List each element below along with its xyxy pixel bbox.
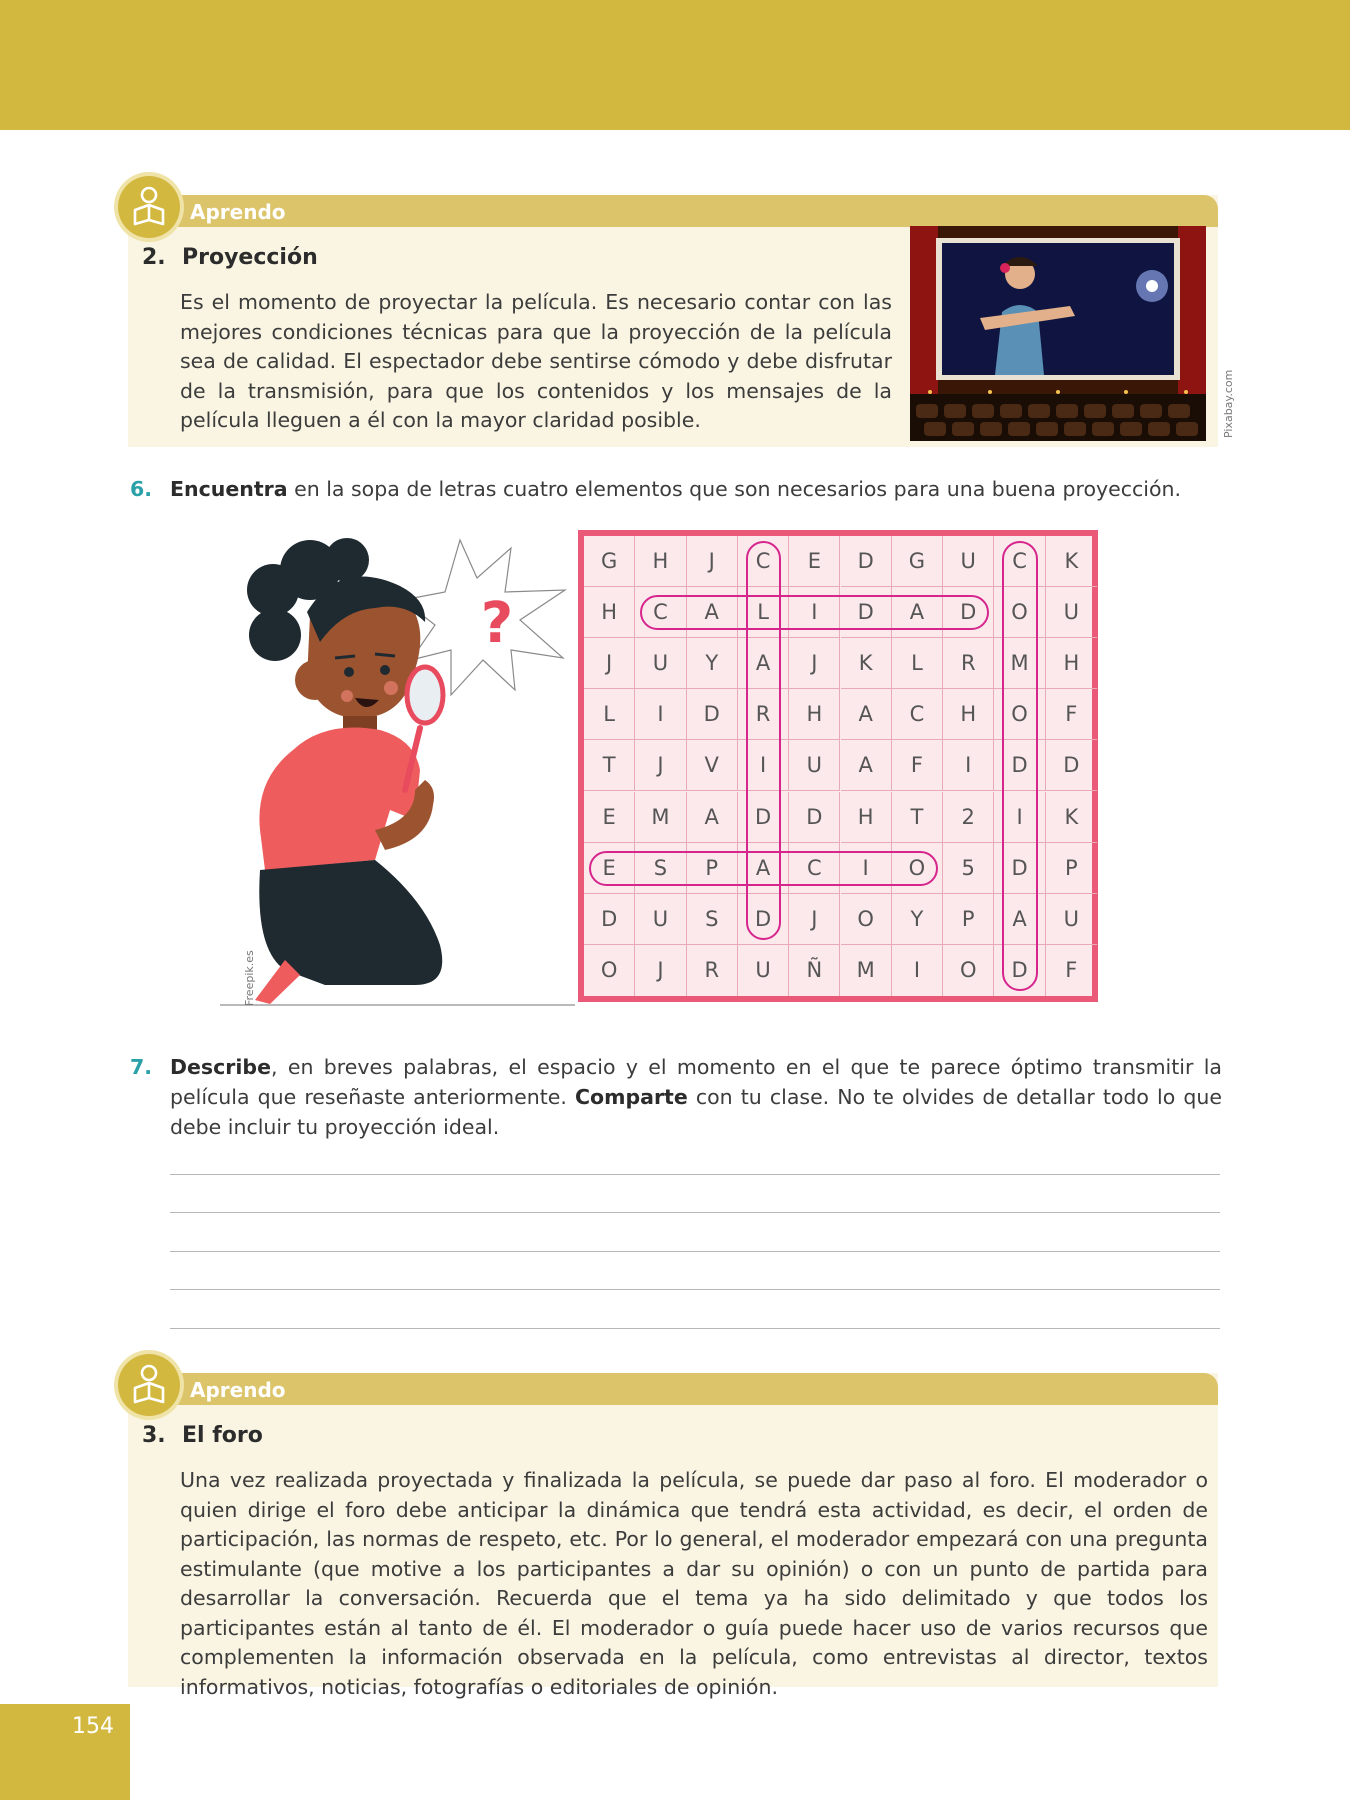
activity-number: 7.	[130, 1055, 153, 1079]
grid-cell[interactable]: S	[635, 843, 686, 894]
section-number: 2.	[142, 245, 166, 270]
grid-cell[interactable]: D	[687, 689, 738, 740]
section-title	[142, 245, 318, 270]
activity-verb: Encuentra	[170, 477, 288, 501]
grid-cell[interactable]: P	[1046, 843, 1097, 894]
grid-cell[interactable]: E	[584, 792, 635, 843]
activity-text	[170, 1052, 1222, 1142]
activity-number: 6.	[130, 477, 153, 501]
section-number: 3.	[142, 1423, 166, 1448]
grid-cell[interactable]: J	[687, 536, 738, 587]
grid-cell[interactable]: D	[943, 587, 994, 638]
grid-cell[interactable]: G	[584, 536, 635, 587]
grid-cell[interactable]: H	[841, 792, 892, 843]
grid-cell[interactable]: T	[892, 792, 943, 843]
grid-cell[interactable]: D	[738, 894, 789, 945]
grid-cell[interactable]: C	[892, 689, 943, 740]
photo-credit: Pixabay.com	[1222, 369, 1235, 438]
page-number-box	[0, 1704, 130, 1800]
grid-cell[interactable]: F	[1065, 957, 1078, 982]
aprendo-box-foro	[128, 1373, 1218, 1699]
grid-cell[interactable]: H	[1046, 638, 1097, 689]
section-paragraph: Una vez realizada proyectada y finalizada la película, se puede dar paso al foro. El moderador o quien dirige el foro debe anticipar la dinámica que tendrá esta actividad, es decir, el orden de participación, las normas de respeto, etc. Por lo general, el moderador empezará con una pregunta estimulante (que motive a los participantes a dar su opinión) o con un punto de partida para desarrollar la conversación. Recuerda que el tema ya ha sido delimitado y que todos los participantes están al tanto de él. El moderador o guía puede hacer uso de varios recursos que complementen la información observada en la película, como entrevistas al director, textos informativos, noticias, fotografías o editoriales de opinión.	[180, 1468, 1208, 1699]
answer-line[interactable]	[170, 1174, 1220, 1175]
grid-cell[interactable]: Y	[687, 638, 738, 689]
word-search-grid	[578, 530, 1098, 1002]
activity-6	[130, 474, 1220, 506]
grid-cell[interactable]: C	[738, 536, 789, 587]
grid-cell[interactable]: U	[635, 894, 686, 945]
activity-verb-comparte: Comparte	[574, 1085, 688, 1109]
grid-cell[interactable]: A	[687, 587, 738, 638]
grid-cell[interactable]: P	[687, 843, 738, 894]
grid-cell[interactable]: J	[635, 945, 686, 996]
grid-cell[interactable]: A	[841, 689, 892, 740]
grid-cell[interactable]: I	[789, 587, 840, 638]
grid-cell[interactable]: V	[687, 740, 738, 791]
grid-cell[interactable]: L	[738, 587, 789, 638]
grid-cell[interactable]: I	[994, 792, 1045, 843]
grid-cell[interactable]: A	[994, 894, 1045, 945]
grid-cell[interactable]: U	[1046, 894, 1097, 945]
grid-cell[interactable]: J	[789, 638, 840, 689]
grid-cell[interactable]: R	[943, 638, 994, 689]
grid-cell[interactable]: O	[584, 945, 635, 996]
question-mark-icon: ?	[480, 591, 514, 656]
grid-cell[interactable]: A	[738, 638, 789, 689]
grid-cell[interactable]: A	[738, 843, 789, 894]
grid-cell[interactable]: C	[789, 843, 840, 894]
grid-cell[interactable]: C	[994, 536, 1045, 587]
grid-cell[interactable]: I	[635, 689, 686, 740]
grid-cell[interactable]: T	[584, 740, 635, 791]
grid-cell[interactable]: E	[584, 843, 635, 894]
aprendo-badge-icon	[118, 1354, 180, 1416]
grid-cell[interactable]: U	[789, 740, 840, 791]
girl-magnifier-illustration	[215, 530, 575, 1010]
grid-cell[interactable]: D	[841, 536, 892, 587]
grid-cell[interactable]: D	[994, 945, 1045, 996]
grid-cell[interactable]: O	[994, 587, 1045, 638]
grid-cell[interactable]: O	[943, 945, 994, 996]
answer-line[interactable]	[170, 1328, 1220, 1329]
grid-cell[interactable]: A	[841, 740, 892, 791]
grid-cell[interactable]: A	[892, 587, 943, 638]
illustration-credit: Freepik.es	[243, 950, 256, 1006]
grid-cell[interactable]: U	[635, 638, 686, 689]
aprendo-header	[128, 195, 1218, 227]
grid-cell[interactable]: Ñ	[789, 945, 840, 996]
grid-cell[interactable]: U	[1046, 587, 1097, 638]
grid-cell[interactable]: L	[892, 638, 943, 689]
answer-line[interactable]	[170, 1289, 1220, 1290]
answer-line[interactable]	[170, 1251, 1220, 1252]
grid-cell[interactable]: D	[841, 587, 892, 638]
grid-cell[interactable]: L	[584, 689, 635, 740]
grid-cell[interactable]: A	[687, 792, 738, 843]
section-title	[142, 1423, 263, 1448]
grid-cell[interactable]: D	[584, 894, 635, 945]
section-title-text: El foro	[182, 1423, 263, 1448]
grid-cell[interactable]: H	[635, 536, 686, 587]
grid-cell[interactable]: J	[789, 894, 840, 945]
activity-instruction-1: , en breves palabras, el espacio y el momento en el que te parece óptimo transmitir la película que reseñaste anteriormente.	[170, 1055, 1222, 1109]
activity-instruction-2: con tu clase. No te olvides de detallar todo lo que debe incluir tu proyección ideal.	[170, 1085, 1222, 1139]
grid-cell[interactable]: K	[1046, 792, 1097, 843]
highlight-calidad	[640, 595, 989, 630]
activity-instruction: en la sopa de letras cuatro elementos que son necesarios para una buena proyección.	[287, 477, 1182, 501]
grid-cell[interactable]: I	[943, 740, 994, 791]
section-paragraph: Es el momento de proyectar la película. Es necesario contar con las mejores condiciones técnicas para que la proyección de la película sea de calidad. El espectador debe sentirse cómodo y debe disfrutar de la transmisión, para que los contenidos y los mensajes de la película lleguen a él con la mayor claridad posible.	[180, 290, 892, 432]
grid-cell[interactable]: C	[635, 587, 686, 638]
top-banner	[0, 0, 1350, 130]
grid-cell[interactable]: M	[841, 945, 892, 996]
grid-cell[interactable]: D	[994, 740, 1045, 791]
grid-cell[interactable]: F	[1046, 689, 1097, 740]
highlight-comodidad	[1002, 541, 1037, 991]
grid-cell[interactable]: M	[635, 792, 686, 843]
grid-cell[interactable]: I	[892, 945, 943, 996]
grid-cell[interactable]: I	[738, 740, 789, 791]
grid-cell[interactable]: E	[789, 536, 840, 587]
grid-cell[interactable]: U	[738, 945, 789, 996]
grid-cell[interactable]: R	[687, 945, 738, 996]
grid-cell[interactable]: G	[892, 536, 943, 587]
grid-cell[interactable]: 2	[943, 792, 994, 843]
grid-cell[interactable]: R	[738, 689, 789, 740]
grid-cell[interactable]: M	[994, 638, 1045, 689]
aprendo-header-label: Aprendo	[190, 1378, 286, 1402]
grid-cell[interactable]: K	[841, 638, 892, 689]
aprendo-badge-icon	[118, 176, 180, 238]
grid-cell[interactable]: O	[841, 894, 892, 945]
grid-cell[interactable]: H	[789, 689, 840, 740]
activity-text	[170, 474, 1181, 504]
grid-cell[interactable]: J	[584, 638, 635, 689]
grid-cell[interactable]: H	[943, 689, 994, 740]
grid-cell[interactable]: 5	[943, 843, 994, 894]
highlight-claridad	[746, 541, 781, 940]
grid-cell[interactable]: J	[635, 740, 686, 791]
activity-verb-describe: Describe	[170, 1055, 271, 1079]
grid-cell[interactable]: I	[841, 843, 892, 894]
grid-cell[interactable]: P	[943, 894, 994, 945]
grid-cell[interactable]: D	[994, 843, 1045, 894]
grid-cell[interactable]: O	[892, 843, 943, 894]
grid-cell[interactable]: S	[687, 894, 738, 945]
activity-7	[130, 1052, 1222, 1144]
grid-cell[interactable]: D	[1046, 740, 1097, 791]
aprendo-header	[128, 1373, 1218, 1405]
grid-cell[interactable]: U	[943, 536, 994, 587]
grid-cell[interactable]: D	[789, 792, 840, 843]
aprendo-header-label: Aprendo	[190, 200, 286, 224]
section-title-text: Proyección	[182, 245, 318, 270]
projection-photo	[910, 226, 1206, 441]
grid-cell[interactable]: Y	[892, 894, 943, 945]
grid-cell[interactable]: F	[892, 740, 943, 791]
grid-cell[interactable]: H	[584, 587, 635, 638]
grid-cell[interactable]: D	[738, 792, 789, 843]
answer-line[interactable]	[170, 1212, 1220, 1213]
page-number: 154	[72, 1714, 114, 1739]
grid-cell[interactable]: K	[1046, 536, 1097, 587]
grid-cell[interactable]: O	[994, 689, 1045, 740]
